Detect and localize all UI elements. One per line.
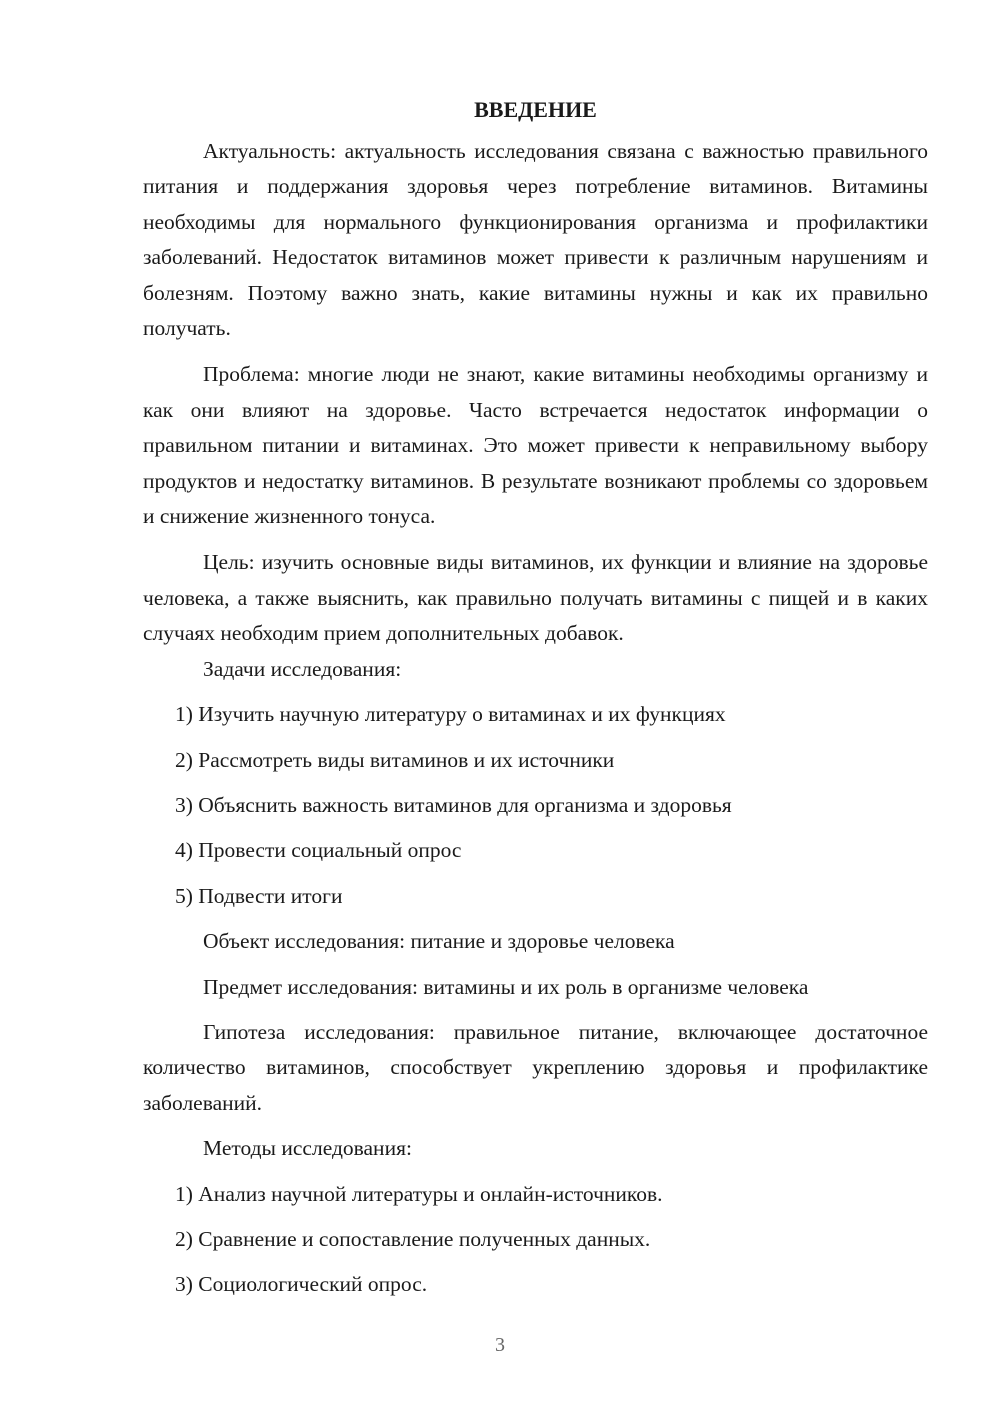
problem-paragraph: Проблема: многие люди не знают, какие витамины необходимы организму и как они влияют на здоровье. Часто встречается недостаток информации о правильном питании и витаминах. Это может привести к неправильному выбору продуктов и недостатку витаминов. В результате возникают проблемы со здоровьем и снижение жизненного тонуса. — [143, 362, 928, 529]
goal-paragraph: Цель: изучить основные виды витаминов, их функции и влияние на здоровье человека, а также выяснить, как правильно получать витамины с пищей и в каких случаях необходим прием дополнительных добавок. — [143, 550, 928, 646]
hypothesis-paragraph: Гипотеза исследования: правильное питание, включающее достаточное количество витаминов, способствует укреплению здоровья и профилактике заболеваний. — [143, 1019, 928, 1115]
list-item: 2) Сравнение и сопоставление полученных данных. — [175, 1226, 651, 1251]
list-item: 1) Анализ научной литературы и онлайн-источников. — [175, 1181, 663, 1206]
list-item: 3) Объяснить важность витаминов для организма и здоровья — [175, 792, 732, 817]
list-item: 1) Изучить научную литературу о витаминах и их функциях — [175, 702, 726, 727]
tasks-list — [143, 697, 928, 914]
list-item: 5) Подвести итоги — [175, 883, 343, 908]
list-item: 2) Рассмотреть виды витаминов и их источники — [175, 747, 615, 772]
research-object: Объект исследования: питание и здоровье человека — [203, 929, 675, 954]
page-number: 3 — [495, 1334, 505, 1356]
methods-heading: Методы исследования: — [203, 1136, 412, 1161]
page-title: ВВЕДЕНИЕ — [474, 97, 597, 122]
tasks-heading: Задачи исследования: — [203, 656, 402, 681]
list-item: 3) Социологический опрос. — [175, 1272, 428, 1297]
relevance-paragraph: Актуальность: актуальность исследования связана с важностью правильного питания и поддержания здоровья через потребление витаминов. Витамины необходимы для нормального функционирования организма и профилактики заболеваний. Недостаток витаминов может привести к различным нарушениям и болезням. Поэтому важно знать, какие витамины нужны и как их правильно получать. — [143, 139, 928, 341]
methods-list — [143, 1177, 928, 1303]
research-subject: Предмет исследования: витамины и их роль в организме человека — [203, 974, 809, 999]
document-page — [143, 92, 928, 1303]
list-item: 4) Провести социальный опрос — [175, 838, 462, 863]
